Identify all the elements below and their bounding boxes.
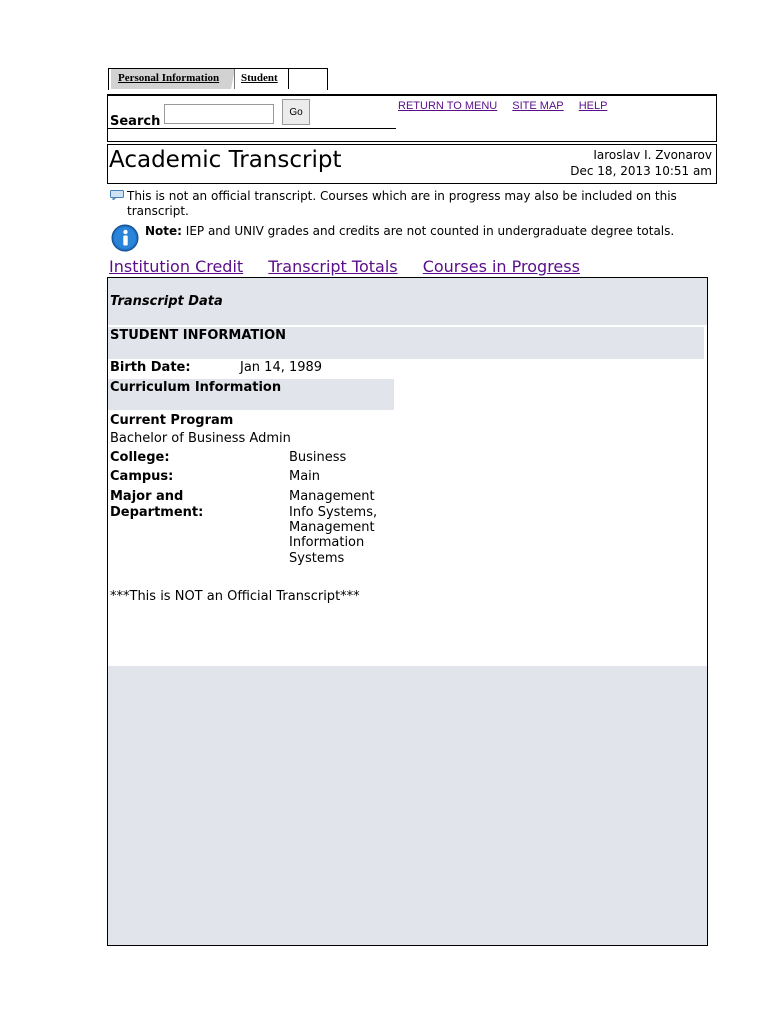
major-value-line-4: Information	[289, 535, 365, 550]
search-input[interactable]	[164, 104, 274, 124]
transcript-panel	[107, 277, 708, 946]
tab-student-label: Student	[241, 72, 278, 84]
current-program-label: Current Program	[110, 413, 234, 428]
header-bar	[107, 94, 717, 142]
return-to-menu-link[interactable]: RETURN TO MENU	[398, 100, 498, 112]
transcript-totals-link[interactable]: Transcript Totals	[268, 257, 398, 276]
program-value: Bachelor of Business Admin	[110, 431, 291, 446]
tab-personal-information-label: Personal Information	[118, 72, 220, 84]
college-value: Business	[289, 450, 347, 465]
page-title: Academic Transcript	[109, 147, 342, 173]
major-value-line-3: Management	[289, 520, 375, 535]
major-label-line-2: Department:	[110, 505, 204, 520]
major-label-line-1: Major and	[110, 489, 184, 504]
speech-bubble-icon	[110, 190, 124, 200]
help-link[interactable]: HELP	[578, 100, 608, 112]
nav-links	[398, 100, 619, 112]
major-value-line-1: Management	[289, 489, 375, 504]
tab-student[interactable]	[234, 69, 289, 89]
major-value-line-2: Info Systems,	[289, 505, 378, 520]
timestamp: Dec 18, 2013 10:51 am	[570, 164, 712, 178]
site-map-link[interactable]: SITE MAP	[512, 100, 564, 112]
note-text: IEP and UNIV grades and credits are not counted in undergraduate degree totals.	[181, 224, 675, 238]
curriculum-header: Curriculum Information	[110, 380, 282, 395]
major-value-line-5: Systems	[289, 551, 345, 566]
note-notice	[145, 224, 705, 239]
search-divider	[108, 128, 396, 129]
info-icon	[111, 224, 139, 252]
empty-panel-area	[108, 666, 707, 945]
college-label: College:	[110, 450, 170, 465]
unofficial-notice: This is not an official transcript. Courses which are in progress may also be included on this transcript.	[127, 189, 677, 218]
campus-label: Campus:	[110, 469, 174, 484]
search-label: Search	[110, 114, 161, 129]
campus-value: Main	[289, 469, 321, 484]
title-bar	[107, 144, 717, 184]
institution-credit-link[interactable]: Institution Credit	[109, 257, 244, 276]
tab-bar	[108, 68, 328, 90]
courses-in-progress-link[interactable]: Courses in Progress	[422, 257, 580, 276]
transcript-section-links	[109, 257, 600, 276]
user-name: Iaroslav I. Zvonarov	[593, 148, 712, 162]
transcript-data-title: Transcript Data	[110, 294, 223, 309]
note-label: Note:	[145, 224, 182, 238]
birth-date-label: Birth Date:	[110, 360, 191, 375]
student-info-header: STUDENT INFORMATION	[110, 328, 287, 343]
unofficial-footer-note: ***This is NOT an Official Transcript***	[110, 589, 360, 604]
go-button[interactable]: Go	[282, 99, 310, 125]
birth-date-value: Jan 14, 1989	[240, 360, 323, 375]
tab-personal-information[interactable]	[111, 69, 231, 89]
